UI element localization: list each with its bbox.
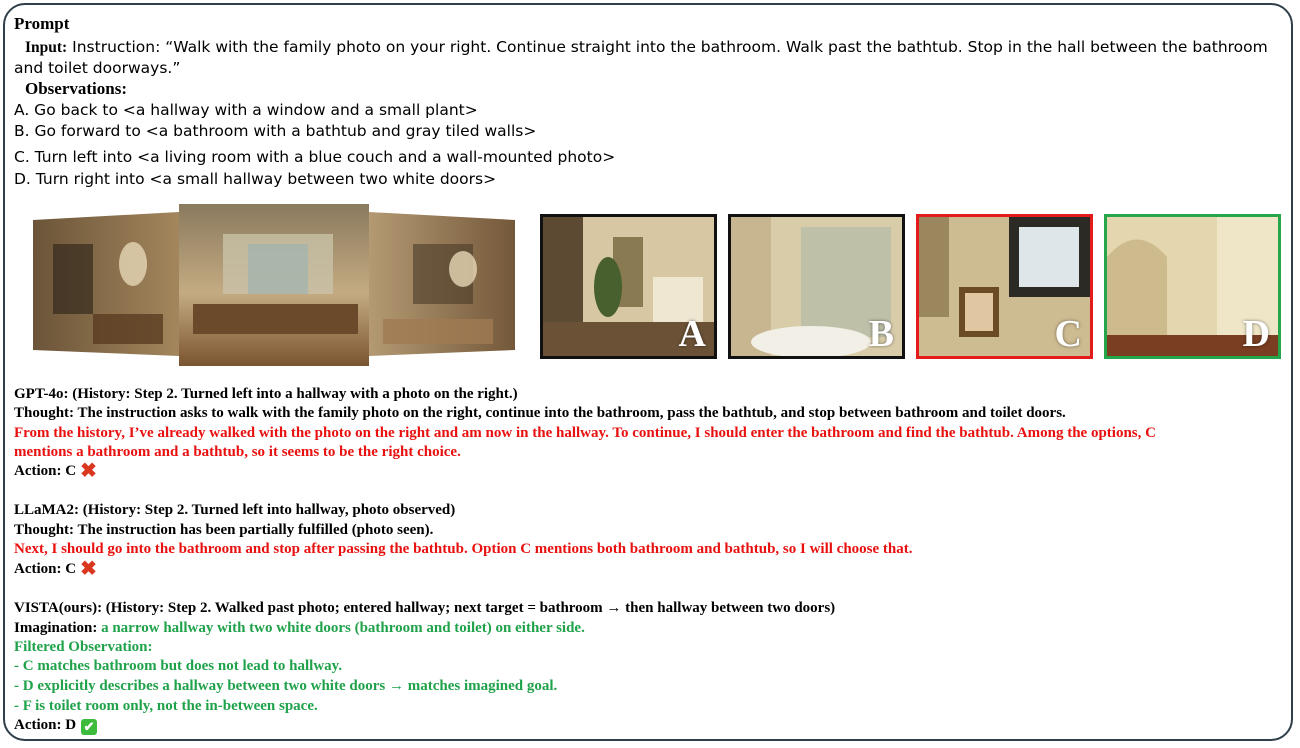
option-a: A. Go back to <a hallway with a window and a small plant> (14, 101, 478, 119)
gpt4o-action-row (14, 460, 97, 482)
option-image-d (1104, 214, 1281, 359)
option-d: D. Turn right into <a small hallway between two white doors> (14, 170, 497, 188)
instruction-line-2: and toilet doorways.” (14, 59, 181, 77)
option-image-c (916, 214, 1093, 359)
option-image-a (540, 214, 717, 359)
llama2-reasoning: Next, I should go into the bathroom and stop after passing the bathtub. Option C mentions both bathroom and bathtub, so I will choose that. (14, 541, 913, 557)
cross-mark-icon: ✖ (80, 460, 97, 482)
option-image-label-d: D (1242, 313, 1270, 355)
llama2-action: Action: C (14, 561, 77, 577)
vista-filtered-item: - F is toilet room only, not the in-between space. (14, 698, 318, 714)
check-mark-icon: ✔ (81, 719, 97, 735)
instruction-text-1: Instruction: “Walk with the family photo on your right. Continue straight into the bathroom. Walk past the bathtub. Stop in the hall between the bathroom (67, 38, 1268, 56)
observations-heading: Observations: (25, 79, 127, 98)
vista-action: Action: D (14, 717, 77, 733)
option-c: C. Turn left into <a living room with a blue couch and a wall-mounted photo> (14, 148, 616, 166)
prompt-title: Prompt (14, 14, 70, 33)
option-image-b (728, 214, 905, 359)
vista-imagination: a narrow hallway with two white doors (bathroom and toilet) on either side. (97, 620, 585, 636)
vista-imagination-row (14, 620, 585, 637)
instruction-line-1 (25, 38, 1268, 57)
gpt4o-header: GPT-4o: (History: Step 2. Turned left into a hallway with a photo on the right.) (14, 386, 518, 402)
vista-action-row (14, 717, 97, 735)
option-image-label-b: B (868, 313, 894, 355)
vista-filtered-label: Filtered Observation: (14, 639, 153, 655)
panorama-image (33, 204, 515, 366)
gpt4o-action: Action: C (14, 463, 77, 479)
option-image-label-c: C (1054, 313, 1082, 355)
vista-imagination-label: Imagination: (14, 620, 98, 636)
gpt4o-thought: Thought: The instruction asks to walk with the family photo on the right, continue into the bathroom, pass the bathtub, and stop between bathroom and toilet doors. (14, 405, 1066, 421)
gpt4o-reasoning-line-2: mentions a bathroom and a bathtub, so it seems to be the right choice. (14, 444, 461, 460)
llama2-header: LLaMA2: (History: Step 2. Turned left into hallway, photo observed) (14, 502, 456, 518)
option-image-label-a: A (678, 313, 706, 355)
gpt4o-reasoning-line-1: From the history, I’ve already walked with the photo on the right and am now in the hallway. To continue, I should enter the bathroom and find the bathtub. Among the options, C (14, 425, 1156, 441)
llama2-thought: Thought: The instruction has been partially fulfilled (photo seen). (14, 522, 434, 538)
input-label: Input: (25, 39, 68, 56)
option-b: B. Go forward to <a bathroom with a bathtub and gray tiled walls> (14, 122, 537, 140)
cross-mark-icon: ✖ (80, 558, 97, 580)
vista-header: VISTA(ours): (History: Step 2. Walked past photo; entered hallway; next target = bathroom → then hallway between two doors) (14, 600, 836, 616)
vista-filtered-item: - D explicitly describes a hallway between two white doors → matches imagined goal. (14, 678, 558, 694)
vista-filtered-item: - C matches bathroom but does not lead to hallway. (14, 658, 343, 674)
llama2-action-row (14, 558, 97, 580)
